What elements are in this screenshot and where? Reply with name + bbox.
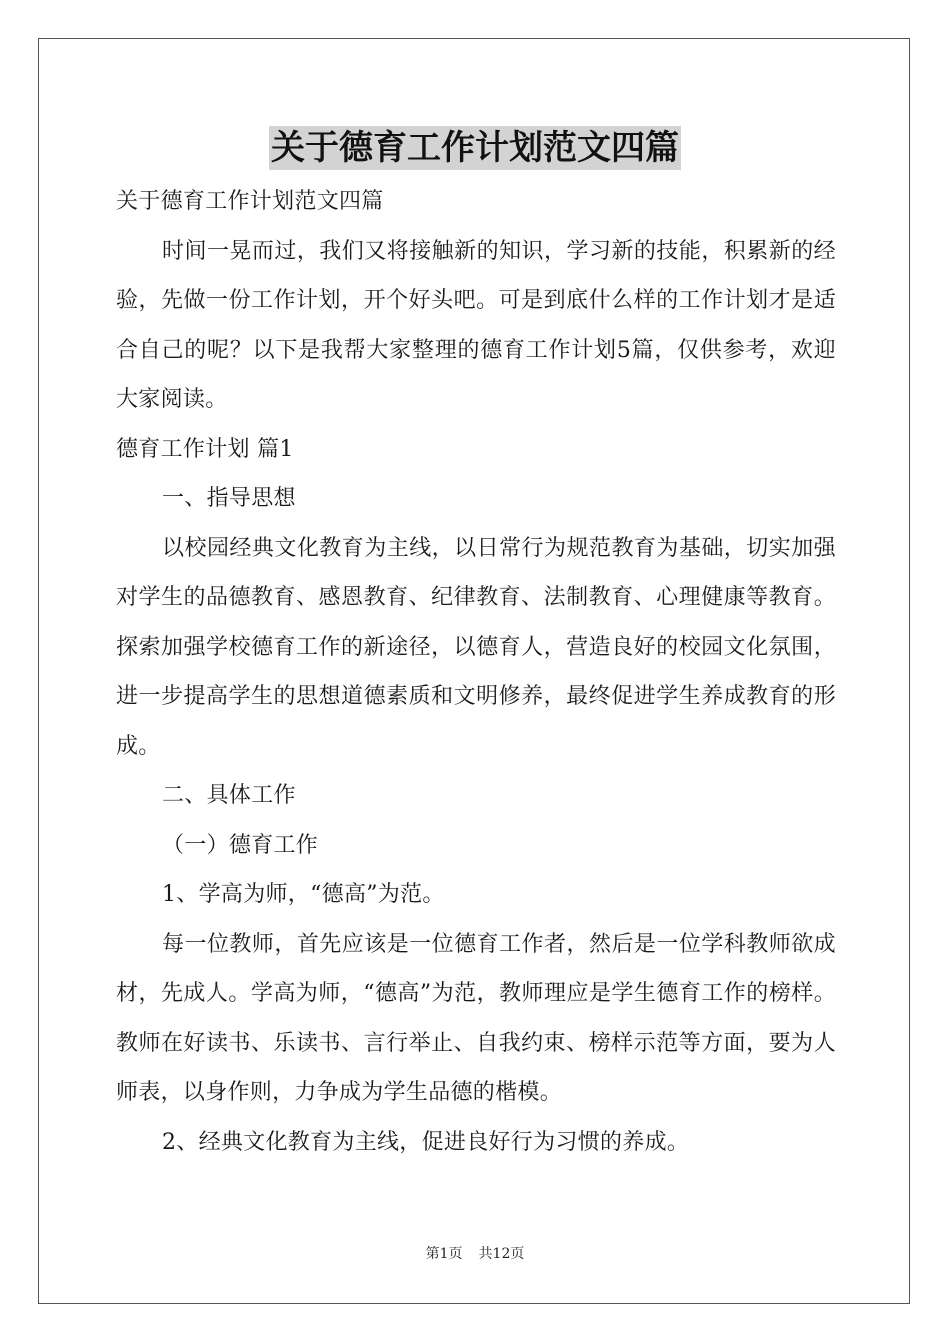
document-title xyxy=(0,126,950,170)
paragraph: 一、指导思想 xyxy=(162,486,296,511)
paragraph: （一）德育工作 xyxy=(162,832,319,858)
paragraph: 以校园经典文化教育为主线，以日常行为规范教育为基础，切实加强对学生的品德教育、感恩教育、纪律教育、法制教育、心理健康等教育。探索加强学校德育工作的新途径，以德育人，营造良好的校园文化氛围，进一步提高学生的思想道德素质和文明修养，最终促进学生养成教育的形成。 xyxy=(116,535,836,759)
document-body xyxy=(116,177,836,1167)
page-total: 共12页 xyxy=(478,1246,525,1262)
paragraph: 2、经典文化教育为主线，促进良好行为习惯的养成。 xyxy=(162,1129,690,1155)
page-number: 第1页 xyxy=(425,1246,463,1262)
section-heading: 德育工作计划 篇1 xyxy=(116,436,294,462)
paragraph: 关于德育工作计划范文四篇 xyxy=(116,189,384,214)
document-title-text: 关于德育工作计划范文四篇 xyxy=(271,128,679,168)
paragraph: 每一位教师，首先应该是一位德育工作者，然后是一位学科教师欲成材，先成人。学高为师，“德高”为范，教师理应是学生德育工作的榜样。教师在好读书、乐读书、言行举止、自我约束、榜样示范等方面，要为人师表，以身作则，力争成为学生品德的楷模。 xyxy=(116,931,836,1105)
page-footer xyxy=(0,1244,950,1264)
paragraph: 二、具体工作 xyxy=(162,783,296,808)
paragraph: 时间一晃而过，我们又将接触新的知识，学习新的技能，积累新的经验，先做一份工作计划，开个好头吧。可是到底什么样的工作计划才是适合自己的呢？以下是我帮大家整理的德育工作计划5篇，仅供参考，欢迎大家阅读。 xyxy=(116,238,836,412)
paragraph: 1、学高为师，“德高”为范。 xyxy=(162,882,445,907)
